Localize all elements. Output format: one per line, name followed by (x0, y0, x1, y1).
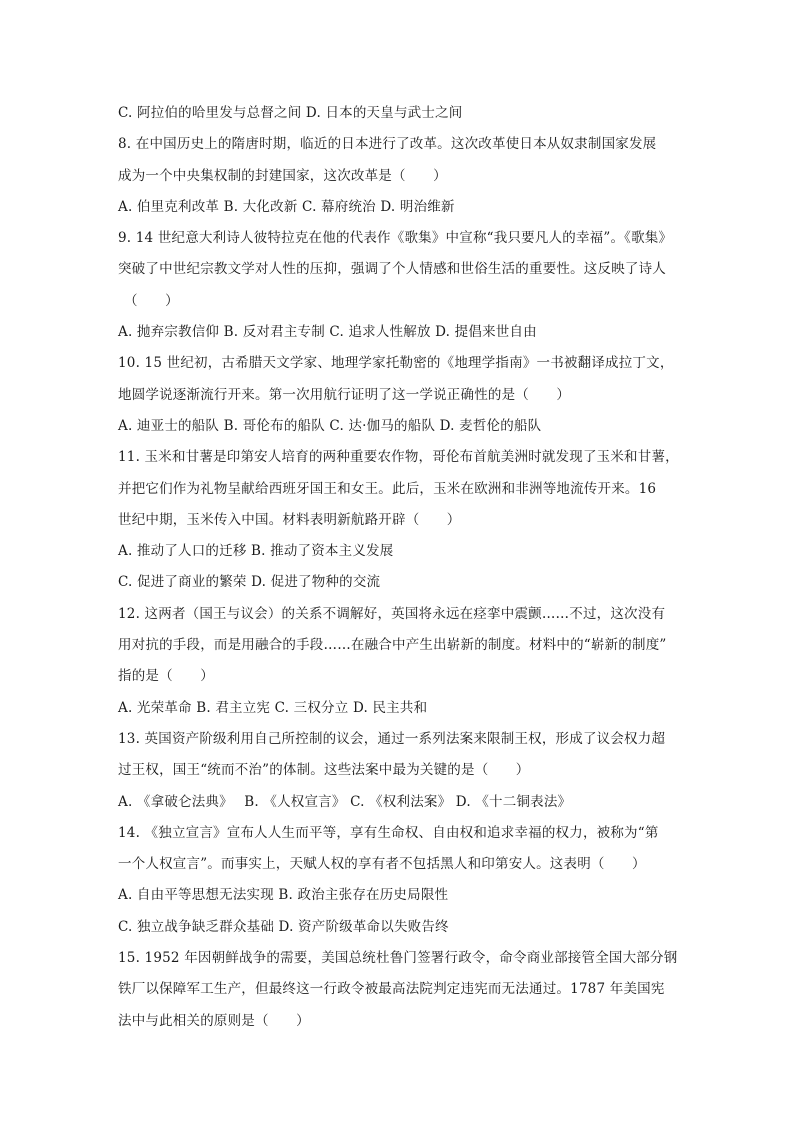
question-14-stem: 14. 《独立宣言》宣布人人生而平等，享有生命权、自由权和追求幸福的权力，被称为“第 (118, 824, 659, 841)
option-line: C. 阿拉伯的哈里发与总督之间 D. 日本的天皇与武士之间 (118, 105, 463, 121)
question-11-stem: 11. 玉米和甘薯是印第安人培育的两种重要农作物，哥伦布首航美洲时就发现了玉米和甘薯， (118, 449, 679, 466)
question-12-stem: 12. 这两者（国王与议会）的关系不调解好，英国将永远在痉挛中震颤……不过，这次没有 (118, 605, 666, 622)
question-13-stem: 过王权，国王“统而不治”的体制。这些法案中最为关键的是（ ） (118, 762, 530, 779)
question-14-options: C. 独立战争缺乏群众基础 D. 资产阶级革命以失败告终 (118, 918, 449, 935)
question-9-stem: （ ） (124, 292, 179, 309)
question-12-stem: 指的是（ ） (118, 668, 214, 685)
question-13-options: A. 《拿破仑法典》 B. 《人权宣言》 C. 《权利法案》 D. 《十二铜表法》 (118, 793, 572, 810)
question-15-stem: 15. 1952 年因朝鲜战争的需要，美国总统杜鲁门签署行政令，命令商业部接管全国大部分钢 (118, 950, 678, 967)
question-15-stem: 铁厂以保障军工生产，但最终这一行政令被最高法院判定违宪而无法通过。1787 年美国宪 (118, 981, 665, 998)
question-14-stem: 一个人权宣言”。而事实上，天赋人权的享有者不包括黑人和印第安人。这表明（ ） (118, 856, 646, 873)
question-14-options: A. 自由平等思想无法实现 B. 政治主张存在历史局限性 (118, 887, 449, 904)
question-9-stem: 9. 14 世纪意大利诗人彼特拉克在他的代表作《歌集》中宣称“我只要凡人的幸福”。《歌集》 (118, 230, 673, 247)
question-11-options: A. 推动了人口的迁移 B. 推动了资本主义发展 (118, 543, 394, 560)
question-8-stem: 8. 在中国历史上的隋唐时期，临近的日本进行了改革。这次改革使日本从奴隶制国家发展 (118, 136, 657, 153)
question-8-stem: 成为一个中央集权制的封建国家，这次改革是（ ） (118, 167, 447, 184)
question-15-stem: 法中与此相关的原则是（ ） (118, 1012, 310, 1029)
question-10-options: A. 迪亚士的船队 B. 哥伦布的船队 C. 达·伽马的船队 D. 麦哲伦的船队 (118, 417, 542, 434)
question-9-stem: 突破了中世纪宗教文学对人性的压抑，强调了个人情感和世俗生活的重要性。这反映了诗人 (118, 261, 666, 278)
question-8-options: A. 伯里克利改革 B. 大化改新 C. 幕府统治 D. 明治维新 (118, 198, 455, 215)
question-11-stem: 世纪中期，玉米传入中国。材料表明新航路开辟（ ） (118, 511, 461, 528)
question-11-options: C. 促进了商业的繁荣 D. 促进了物种的交流 (118, 574, 381, 591)
question-11-stem: 并把它们作为礼物呈献给西班牙国王和女王。此后，玉米在欧洲和非洲等地流传开来。16 (118, 480, 657, 497)
question-12-stem: 用对抗的手段，而是用融合的手段……在融合中产生出崭新的制度。材料中的“崭新的制度” (118, 637, 667, 654)
question-13-stem: 13. 英国资产阶级利用自己所控制的议会，通过一系列法案来限制王权，形成了议会权力超 (118, 730, 666, 747)
question-10-stem: 10. 15 世纪初，古希腊天文学家、地理学家托勒密的《地理学指南》一书被翻译成拉丁文， (118, 355, 674, 372)
question-9-options: A. 抛弃宗教信仰 B. 反对君主专制 C. 追求人性解放 D. 提倡来世自由 (118, 324, 537, 341)
question-12-options: A. 光荣革命 B. 君主立宪 C. 三权分立 D. 民主共和 (118, 699, 428, 716)
document-page (118, 98, 678, 1037)
question-10-stem: 地圆学说逐渐流行开来。第一次用航行证明了这一学说正确性的是（ ） (118, 386, 571, 403)
